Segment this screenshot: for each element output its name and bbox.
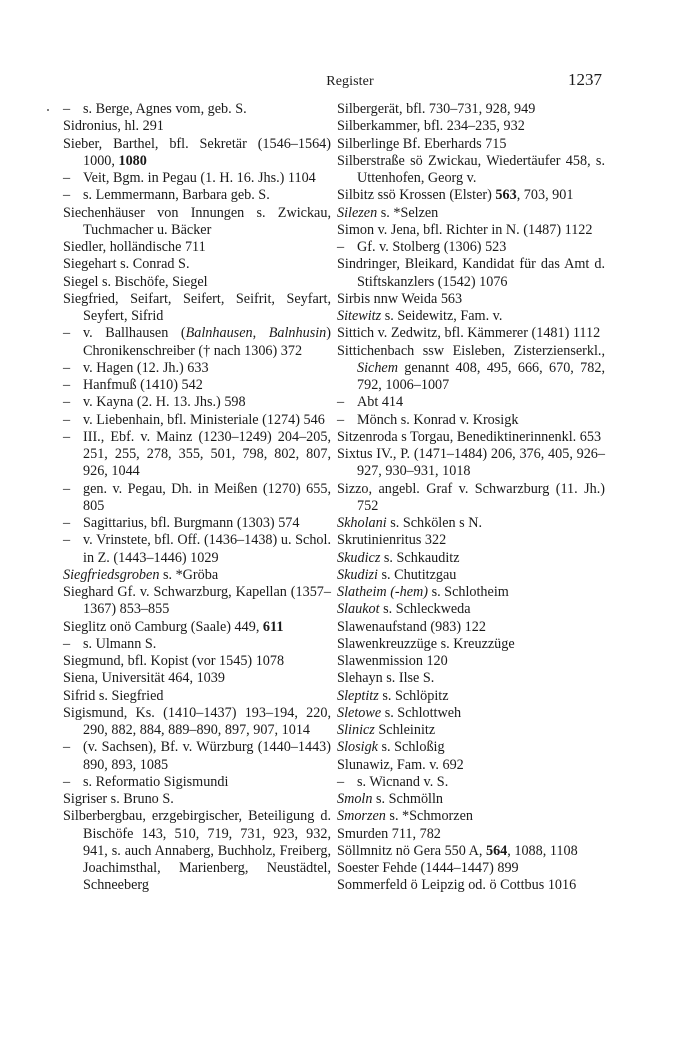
subentry-dash: – <box>63 480 71 497</box>
index-entry <box>337 860 605 877</box>
entry-italic-term: Skholani <box>337 515 387 531</box>
index-entry <box>63 239 331 256</box>
entry-text: s. Schlotheim <box>428 584 509 600</box>
index-entry <box>63 791 331 808</box>
entry-text: Sieber, Barthel, bfl. Sekretär (1546–1564) 1000, <box>63 135 331 169</box>
entry-italic-term: Sitewitz <box>337 308 382 324</box>
entry-text: , <box>252 325 269 342</box>
index-entry <box>337 757 605 774</box>
index-entry <box>337 619 605 636</box>
entry-text: Smurden 711, 782 <box>337 825 441 842</box>
entry-text: Skrutinienritus 322 <box>337 532 447 549</box>
entry-text: s. *Schmorzen <box>385 808 473 825</box>
index-entry <box>63 118 331 135</box>
index-entry <box>337 118 605 135</box>
index-subentry <box>337 412 605 429</box>
entry-text: Silberstraße sö Zwickau, Wiedertäufer 458, s. Uttenhofen, Georg v. <box>337 152 605 186</box>
entry-text: Sigriser s. Bruno S. <box>63 791 174 807</box>
entry-text: genannt 408, 495, 666, 670, 782, 792, 1006–1007 <box>357 359 605 393</box>
index-entry <box>337 308 605 325</box>
entry-text: Siegfried, Seifart, Seifert, Seifrit, Seyfart, Seyfert, Sifrid <box>63 290 331 324</box>
entry-text: Slawenkreuzzüge s. Kreuzzüge <box>337 635 515 652</box>
entry-text: s. Berge, Agnes vom, geb. S. <box>83 101 247 117</box>
entry-italic-term: Smorzen <box>337 808 386 825</box>
entry-text: v. Ballhausen ( <box>83 325 186 342</box>
entry-italic-term: Silezen <box>337 204 378 221</box>
entry-text: Mönch s. Konrad v. Krosigk <box>357 411 519 428</box>
entry-text: Sieghard Gf. v. Schwarzburg, Kapellan (1357–1367) 853–855 <box>63 584 331 618</box>
entry-text: Siegehart s. Conrad S. <box>63 256 190 273</box>
entry-italic-term: Slaukot <box>337 601 380 618</box>
index-entry <box>337 256 605 291</box>
index-entry <box>63 688 331 705</box>
entry-text: (v. Sachsen), Bf. v. Würzburg (1440–1443) 890, 893, 1085 <box>83 739 331 773</box>
entry-bold-page-ref: 611 <box>262 618 284 635</box>
index-column-left <box>63 101 331 895</box>
entry-text: s. Schloßig <box>377 739 445 756</box>
entry-text: Slehayn s. Ilse S. <box>337 670 435 687</box>
entry-italic-term: Balnhausen <box>185 325 253 342</box>
subentry-dash: – <box>63 515 71 531</box>
index-subentry <box>63 412 331 429</box>
index-entry <box>337 205 605 222</box>
index-subentry <box>63 515 331 532</box>
entry-text: s. Reformatio Sigismundi <box>83 773 229 790</box>
entry-text: Sindringer, Bleikard, Kandidat für das Amt d. Stiftskanzlers (1542) 1076 <box>337 256 605 290</box>
index-entry <box>63 136 331 171</box>
entry-text: s. Schmölln <box>372 791 444 807</box>
entry-text: Simon v. Jena, bfl. Richter in N. (1487) 1122 <box>337 221 593 238</box>
entry-bold-page-ref: 563 <box>495 187 517 204</box>
index-entry <box>337 791 605 808</box>
page-number: 1237 <box>568 70 602 89</box>
entry-text: Abt 414 <box>357 394 404 411</box>
index-column-right <box>337 101 605 895</box>
index-entry <box>63 670 331 687</box>
entry-text: v. Kayna (2. H. 13. Jhs.) 598 <box>83 394 246 411</box>
index-entry <box>337 636 605 653</box>
subentry-dash: – <box>63 101 71 117</box>
entry-text: s. Lemmermann, Barbara geb. S. <box>83 187 270 204</box>
entry-italic-term: Slinicz <box>337 722 375 738</box>
index-entry <box>63 256 331 273</box>
index-entry <box>337 325 605 342</box>
entry-italic-term: Skudizi <box>337 566 378 583</box>
index-entry <box>337 688 605 705</box>
entry-text: Siena, Universität 464, 1039 <box>63 670 225 687</box>
subentry-dash: – <box>337 239 345 255</box>
entry-text: Sittich v. Zedwitz, bfl. Kämmerer (1481) 1112 <box>337 325 601 342</box>
subentry-dash: – <box>63 739 71 756</box>
entry-italic-term: Slatheim (-hem) <box>337 584 429 600</box>
entry-text: s. Seidewitz, Fam. v. <box>381 308 503 324</box>
index-subentry <box>63 532 331 567</box>
entry-text: Silberbergbau, erzgebirgischer, Beteiligung d. Bischöfe 143, 510, 719, 731, 923, 932, 941, s. auch Annaberg, Buchholz, Freiberg, Joachimsthal, Marienberg, Neustädtel, Schneeberg <box>63 808 331 894</box>
entry-text: III., Ebf. v. Mainz (1230–1249) 204–205, 251, 255, 278, 355, 501, 798, 802, 807, 926, 1044 <box>83 428 331 480</box>
index-subentry <box>63 170 331 187</box>
entry-text: Hanfmuß (1410) 542 <box>83 377 203 393</box>
index-entry <box>337 429 605 446</box>
entry-text: Slunawiz, Fam. v. 692 <box>337 756 464 773</box>
entry-text: Silbergerät, bfl. 730–731, 928, 949 <box>337 101 536 117</box>
entry-italic-term: Sleptitz <box>337 687 379 704</box>
index-subentry <box>63 636 331 653</box>
index-entry <box>63 653 331 670</box>
subentry-dash: – <box>63 773 71 790</box>
subentry-dash: – <box>63 187 71 204</box>
entry-text: gen. v. Pegau, Dh. in Meißen (1270) 655, 805 <box>83 480 331 514</box>
subentry-dash: – <box>63 377 71 393</box>
entry-text: , 703, 901 <box>516 187 574 204</box>
entry-text: s. Chutitzgau <box>377 566 457 583</box>
entry-text: s. Schlöpitz <box>378 687 449 704</box>
entry-text: Slawenmission 120 <box>337 653 448 669</box>
index-entry <box>337 722 605 739</box>
entry-text: v. Vrinstete, bfl. Off. (1436–1438) u. Schol. in Z. (1443–1446) 1029 <box>83 532 331 566</box>
entry-bold-page-ref: 1080 <box>118 152 147 169</box>
subentry-dash: – <box>337 411 345 428</box>
index-entry <box>337 343 605 395</box>
entry-text: Siegmund, bfl. Kopist (vor 1545) 1078 <box>63 653 285 669</box>
running-header-title: Register <box>326 74 374 89</box>
index-entry <box>337 291 605 308</box>
entry-text: Sagittarius, bfl. Burgmann (1303) 574 <box>83 515 300 531</box>
entry-text: Siedler, holländische 711 <box>63 239 206 255</box>
entry-text: ) Chronikenschreiber († nach 1306) 372 <box>83 325 331 359</box>
entry-text: Siechenhäuser von Innungen s. Zwickau, Tuchmacher u. Bäcker <box>63 204 331 238</box>
index-entry <box>337 808 605 825</box>
index-entry <box>63 584 331 619</box>
entry-text: Sommerfeld ö Leipzig od. ö Cottbus 1016 <box>337 877 577 894</box>
entry-text: Slawenaufstand (983) 122 <box>337 618 486 635</box>
entry-text: v. Liebenhain, bfl. Ministeriale (1274) 546 <box>83 411 325 428</box>
index-entry <box>337 653 605 670</box>
entry-text: Silberkammer, bfl. 234–235, 932 <box>337 118 525 135</box>
entry-text: Sittichenbach ssw Eisleben, Zisterzienserkl., <box>337 342 605 359</box>
entry-text: Silberlinge Bf. Eberhards 715 <box>337 135 507 152</box>
index-entry <box>63 205 331 240</box>
index-entry <box>337 187 605 204</box>
entry-text: Sixtus IV., P. (1471–1484) 206, 376, 405, 926–927, 930–931, 1018 <box>337 446 605 480</box>
index-subentry <box>337 774 605 791</box>
index-subentry <box>63 394 331 411</box>
subentry-dash: – <box>337 394 345 411</box>
entry-italic-term: Balnhusin <box>268 325 327 342</box>
index-subentry <box>63 325 331 360</box>
entry-italic-term: Slosigk <box>337 739 378 756</box>
index-entry <box>337 843 605 860</box>
index-entry <box>337 601 605 618</box>
index-subentry <box>63 187 331 204</box>
index-subentry <box>63 774 331 791</box>
entry-text: Gf. v. Stolberg (1306) 523 <box>357 239 507 255</box>
index-entry <box>337 826 605 843</box>
index-entry <box>337 136 605 153</box>
entry-text: s. *Selzen <box>377 204 439 221</box>
entry-text: Siegel s. Bischöfe, Siegel <box>63 273 208 290</box>
index-entry <box>337 877 605 894</box>
index-entry <box>337 705 605 722</box>
entry-text: v. Hagen (12. Jh.) 633 <box>83 359 209 376</box>
entry-text: Sigismund, Ks. (1410–1437) 193–194, 220, 290, 882, 884, 889–890, 897, 907, 1014 <box>63 704 331 738</box>
index-entry <box>337 567 605 584</box>
subentry-dash: – <box>63 532 71 549</box>
entry-text: Söllmnitz nö Gera 550 A, <box>337 842 486 859</box>
entry-text: Sitzenroda s Torgau, Benediktinerinnenkl. 653 <box>337 428 602 445</box>
index-entry <box>337 153 605 188</box>
index-entry <box>337 550 605 567</box>
index-entry <box>337 670 605 687</box>
entry-text: Sidronius, hl. 291 <box>63 118 164 135</box>
entry-text: Sieglitz onö Camburg (Saale) 449, <box>63 618 263 635</box>
index-entry <box>337 739 605 756</box>
entry-text: s. Schlottweh <box>381 704 462 721</box>
index-entry <box>63 567 331 584</box>
subentry-dash: – <box>337 773 345 790</box>
index-subentry <box>337 394 605 411</box>
subentry-dash: – <box>63 411 71 428</box>
index-subentry <box>63 360 331 377</box>
subentry-dash: – <box>63 325 71 342</box>
index-entry <box>63 808 331 894</box>
entry-text: Sifrid s. Siegfried <box>63 687 164 704</box>
entry-text: Schleinitz <box>374 722 436 738</box>
index-entry <box>337 446 605 481</box>
subentry-dash: – <box>63 428 71 445</box>
entry-text: , 1088, 1108 <box>507 842 578 859</box>
index-subentry <box>63 377 331 394</box>
index-subentry <box>63 481 331 516</box>
entry-text: Silbitz ssö Krossen (Elster) <box>337 187 496 204</box>
entry-text: s. Wicnand v. S. <box>357 773 449 790</box>
entry-text: s. *Gröba <box>159 566 219 583</box>
entry-text: s. Schkauditz <box>380 549 460 566</box>
entry-text: s. Schkölen s N. <box>386 515 483 531</box>
index-entry <box>63 274 331 291</box>
subentry-dash: – <box>63 635 71 652</box>
scan-speck <box>47 109 49 111</box>
index-entry <box>63 619 331 636</box>
subentry-dash: – <box>63 394 71 411</box>
entry-text: Veit, Bgm. in Pegau (1. H. 16. Jhs.) 1104 <box>83 170 316 186</box>
index-entry <box>337 222 605 239</box>
index-subentry <box>337 239 605 256</box>
subentry-dash: – <box>63 170 71 186</box>
subentry-dash: – <box>63 359 71 376</box>
entry-text: Soester Fehde (1444–1447) 899 <box>337 860 519 876</box>
index-entry <box>337 481 605 516</box>
entry-text: s. Schleckweda <box>379 601 471 618</box>
index-entry <box>63 291 331 326</box>
entry-italic-term: Sichem <box>357 359 398 376</box>
entry-italic-term: Siegfriedsgroben <box>63 566 160 583</box>
entry-text: s. Ulmann S. <box>83 635 157 652</box>
entry-italic-term: Smoln <box>337 791 373 807</box>
index-subentry <box>63 429 331 481</box>
index-entry <box>337 101 605 118</box>
entry-italic-term: Sletowe <box>337 704 382 721</box>
entry-italic-term: Skudicz <box>337 549 381 566</box>
index-entry <box>337 532 605 549</box>
index-entry <box>63 705 331 740</box>
entry-bold-page-ref: 564 <box>485 842 508 859</box>
entry-text: Sirbis nnw Weida 563 <box>337 290 463 307</box>
entry-text: Sizzo, angebl. Graf v. Schwarzburg (11. Jh.) 752 <box>337 480 605 514</box>
index-entry <box>337 515 605 532</box>
index-entry <box>337 584 605 601</box>
index-subentry <box>63 101 331 118</box>
index-subentry <box>63 739 331 774</box>
